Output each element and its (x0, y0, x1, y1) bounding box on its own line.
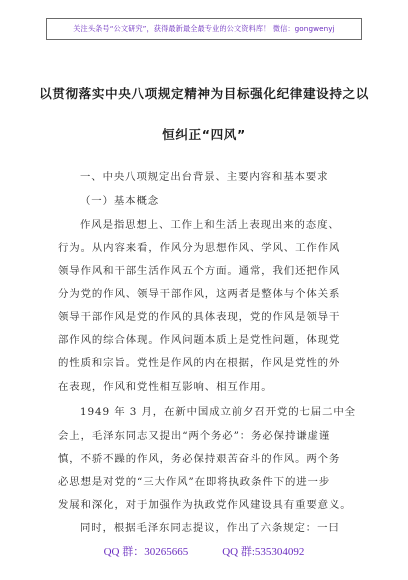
paragraph-line: 1949 年 3 月，在新中国成立前夕召开党的七届二中全 (80, 406, 356, 418)
document-title-line-1: 以贯彻落实中央八项规定精神为目标强化纪律建设持之以 (39, 86, 369, 101)
paragraph-line: 领导干部作风是党的作风的具体表现，党的作风是领导干 (58, 311, 341, 323)
subsection-heading: （一）基本概念 (80, 195, 160, 207)
paragraph-line: 在表现，作风和党性相互影响、相互作用。 (58, 381, 273, 393)
paragraph-line: 慎，不骄不躁的作风，务必保持艰苦奋斗的作风。两个务 (58, 453, 341, 465)
footer-qq-group-2: QQ 群:535304092 (222, 546, 305, 558)
paragraph-line: 分为党的作风、领导干部作风，这两者是整体与个体关系 (58, 288, 341, 300)
paragraph-line: 的性质和宗旨。党性是作风的内在根据，作风是党性的外 (58, 357, 341, 369)
paragraph-line: 同时，根据毛泽东同志提议，作出了六条规定：一曰 (80, 522, 340, 534)
promo-header-box (46, 18, 362, 40)
section-heading: 一、中央八项规定出台背景、主要内容和基本要求 (80, 171, 329, 183)
paragraph-line: 领导作风和干部生活作风五个方面。通常，我们还把作风 (58, 265, 341, 277)
footer-qq-group-1: QQ 群：30265665 (103, 546, 189, 558)
paragraph-line: 会上，毛泽东同志又提出“两个务必”：务必保持谦虚谨 (58, 430, 331, 442)
paragraph-line: 发展和深化，对于加强作为执政党作风建设具有重要意义。 (58, 499, 352, 511)
paragraph-line: 必思想是对党的“三大作风”在即将执政条件下的进一步 (58, 476, 331, 488)
promo-header-text: 关注头条号“公文研究”，获得最新最全最专业的公文资料库！ 微信：gongwenyj (73, 24, 335, 33)
paragraph-line: 行为。从内容来看，作风分为思想作风、学风、工作作风 (58, 242, 341, 254)
paragraph-line: 作风是指思想上、工作上和生活上表现出来的态度、 (80, 219, 340, 231)
document-title-line-2: 恒纠正“四风” (162, 127, 246, 142)
page-footer (0, 543, 408, 559)
paragraph-line: 部作风的综合体现。作风问题本质上是党性问题，体现党 (58, 334, 341, 346)
